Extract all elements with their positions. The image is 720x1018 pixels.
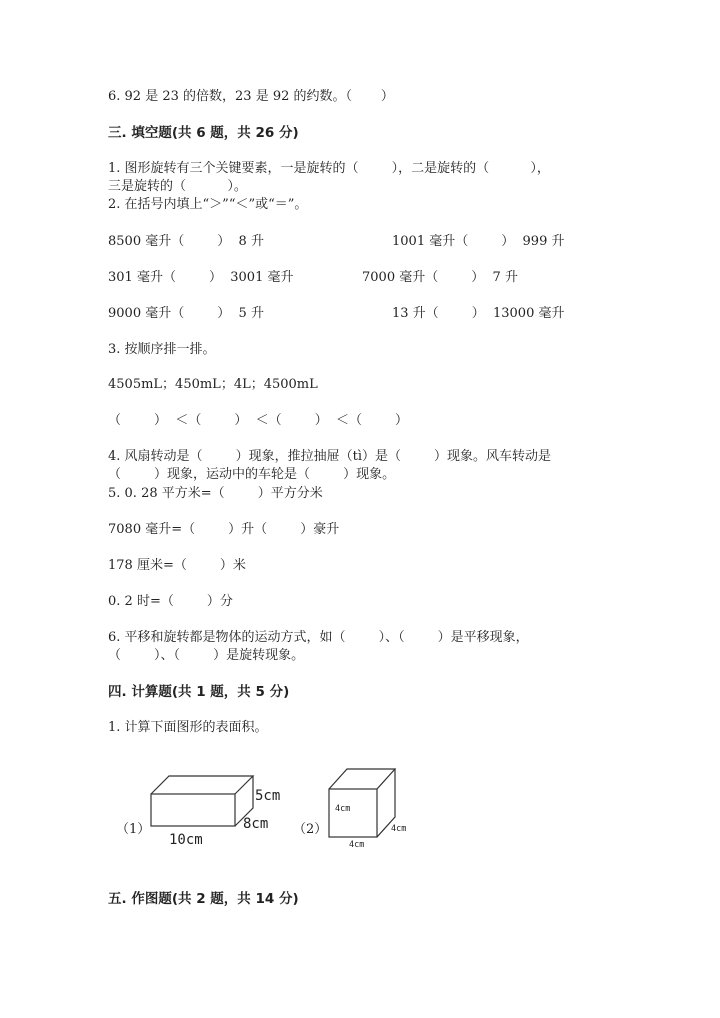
q1-text-line2: 三是旋转的（ ）。: [108, 179, 247, 194]
cuboid-depth-label: 8cm: [243, 816, 269, 832]
section-4-title: 四. 计算题(共 1 题，共 5 分): [108, 684, 290, 700]
q3-order-blanks: （ ） ＜（ ） ＜（ ） ＜（ ）: [108, 413, 409, 428]
cube-depth-label: 4cm: [391, 824, 407, 834]
q3-text: 3. 按顺序排一排。: [108, 342, 216, 357]
compare-row3-left: 9000 毫升（ ） 5 升: [108, 306, 264, 321]
cube-figure: [325, 765, 420, 853]
compare-row2-left: 301 毫升（ ） 3001 毫升: [108, 270, 294, 285]
q6-text-line2: （ ）、（ ）是旋转现象。: [108, 648, 305, 663]
q5-text-line2: 7080 毫升=（ ）升（ ）豪升: [108, 522, 340, 537]
section-5-title: 五. 作图题(共 2 题，共 14 分): [108, 891, 299, 907]
figure-1-label: （1）: [116, 822, 151, 837]
q5-text-line1: 5. 0. 28 平方米=（ ）平方分米: [108, 486, 323, 501]
q6-text-line1: 6. 平移和旋转都是物体的运动方式，如（ ）、（ ）是平移现象，: [108, 630, 529, 645]
compare-row2-right: 7000 毫升（ ） 7 升: [362, 270, 518, 285]
compare-row1-left: 8500 毫升（ ） 8 升: [108, 234, 264, 249]
q4-text-line1: 4. 风扇转动是（ ）现象，推拉抽屉（tì）是（ ）现象。风车转动是: [108, 449, 552, 464]
compare-row3-right: 13 升（ ） 13000 毫升: [392, 306, 565, 321]
cube-length-label: 4cm: [349, 840, 365, 850]
q3-items: 4505mL；450mL；4L；4500mL: [108, 377, 318, 392]
q4-text-line2: （ ）现象，运动中的车轮是（ ）现象。: [108, 467, 396, 482]
cuboid-figure: [145, 768, 295, 853]
q1-text-line1: 1. 图形旋转有三个关键要素，一是旋转的（ ），二是旋转的（ ），: [108, 161, 550, 176]
cube-height-label: 4cm: [335, 804, 351, 814]
section-3-title: 三. 填空题(共 6 题，共 26 分): [108, 125, 299, 141]
cuboid-length-label: 10cm: [169, 832, 203, 848]
figure-2-label: （2）: [293, 822, 328, 837]
q2-text: 2. 在括号内填上“＞”“＜”或“＝”。: [108, 197, 308, 212]
judge-question-6: 6. 92 是 23 的倍数，23 是 92 的约数。（ ）: [108, 89, 394, 104]
q5-text-line4: 0. 2 时=（ ）分: [108, 594, 233, 609]
calc-q1-text: 1. 计算下面图形的表面积。: [108, 720, 268, 735]
q5-text-line3: 178 厘米=（ ）米: [108, 558, 246, 573]
compare-row1-right: 1001 毫升（ ） 999 升: [392, 234, 565, 249]
cuboid-height-label: 5cm: [255, 788, 281, 804]
